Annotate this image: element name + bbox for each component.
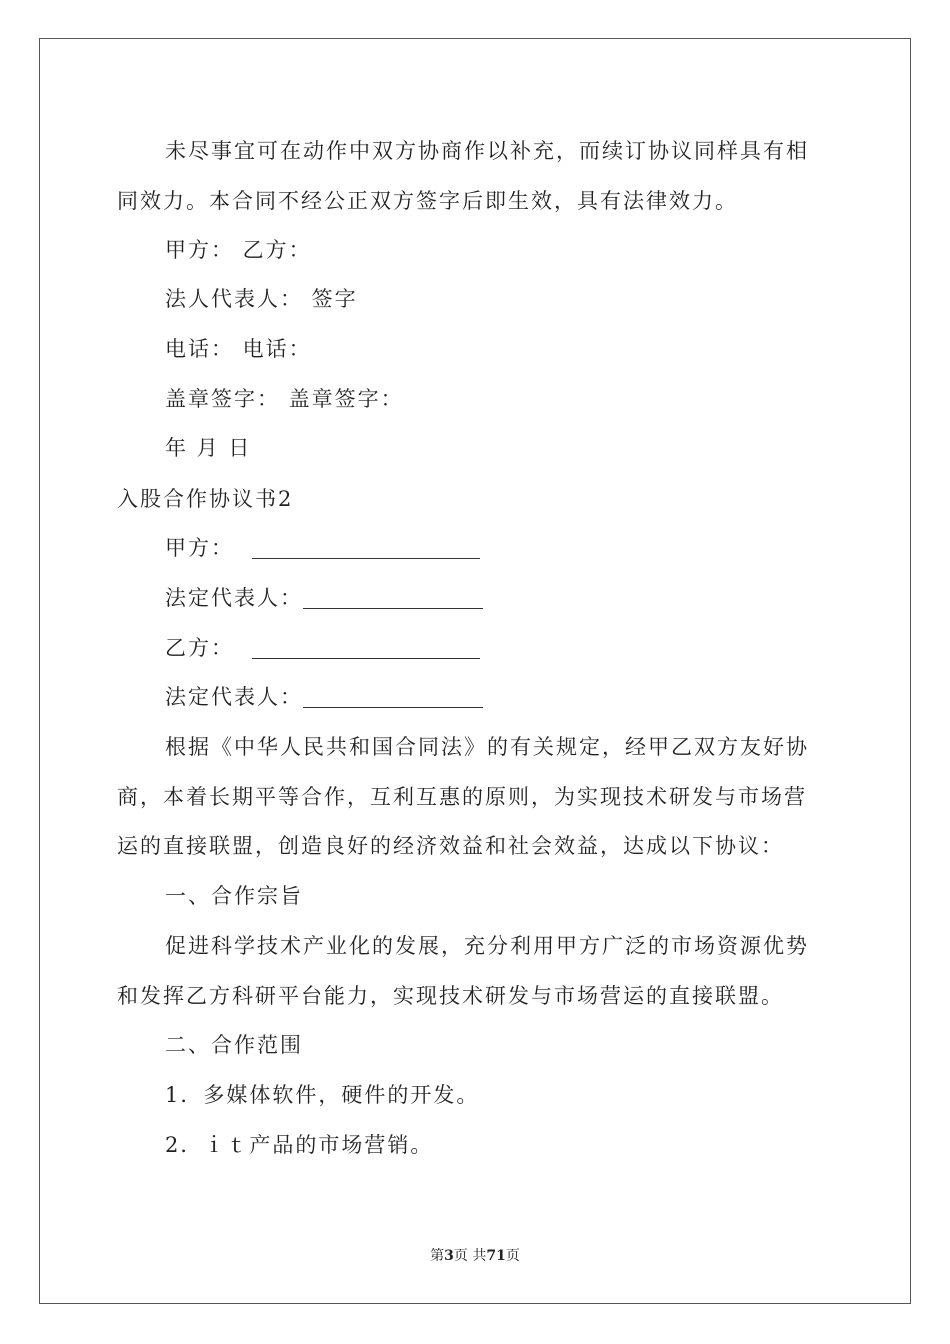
party-b-blank [252, 638, 480, 659]
section-heading: 一、合作宗旨 [165, 884, 303, 908]
party-b-rep-label: 法定代表人： [165, 685, 303, 709]
paragraph-line: 未尽事宜可在动作中双方协商作以补充，而续订协议同样具有相 [165, 139, 809, 163]
party-a-field [165, 533, 480, 563]
paragraph-line: 同效力。本合同不经公正双方签字后即生效，具有法律效力。 [117, 189, 738, 213]
party-b-rep-field [165, 682, 483, 712]
date-line: 年 月 日 [165, 436, 252, 460]
party-a-label: 甲方： [165, 536, 234, 560]
party-line: 甲方： 乙方： [165, 238, 312, 262]
representative-line: 法人代表人： 签字 [165, 287, 358, 311]
section-heading: 二、合作范围 [165, 1033, 303, 1057]
party-a-rep-blank [303, 588, 483, 609]
footer-suffix: 页 [505, 1248, 520, 1264]
seal-line: 盖章签字： 盖章签字： [165, 387, 404, 411]
party-b-label: 乙方： [165, 636, 234, 660]
party-b-rep-blank [303, 687, 483, 708]
footer-total-pages: 71 [486, 1248, 506, 1264]
party-a-blank [252, 538, 480, 559]
phone-line: 电话： 电话： [165, 337, 312, 361]
page-footer [0, 1245, 950, 1265]
paragraph-line: 和发挥乙方科研平台能力，实现技术研发与市场营运的直接联盟。 [117, 984, 784, 1008]
paragraph-line: 商，本着长期平等合作，互利互惠的原则，为实现技术研发与市场营 [117, 785, 807, 809]
list-item: 2．ｉｔ产品的市场营销。 [165, 1133, 434, 1157]
paragraph-line: 根据《中华人民共和国合同法》的有关规定，经甲乙双方友好协 [165, 735, 809, 759]
footer-mid: 页 共 [453, 1248, 487, 1264]
list-item: 1．多媒体软件，硬件的开发。 [165, 1083, 480, 1107]
footer-prefix: 第 [430, 1248, 445, 1264]
section-title: 入股合作协议书2 [117, 487, 294, 511]
party-a-rep-field [165, 583, 483, 613]
paragraph-line: 促进科学技术产业化的发展，充分利用甲方广泛的市场资源优势 [165, 934, 809, 958]
page-frame [39, 38, 911, 1304]
party-b-field [165, 633, 480, 663]
footer-current-page: 3 [444, 1248, 454, 1264]
party-a-rep-label: 法定代表人： [165, 586, 303, 610]
paragraph-line: 运的直接联盟，创造良好的经济效益和社会效益，达成以下协议： [117, 834, 784, 858]
